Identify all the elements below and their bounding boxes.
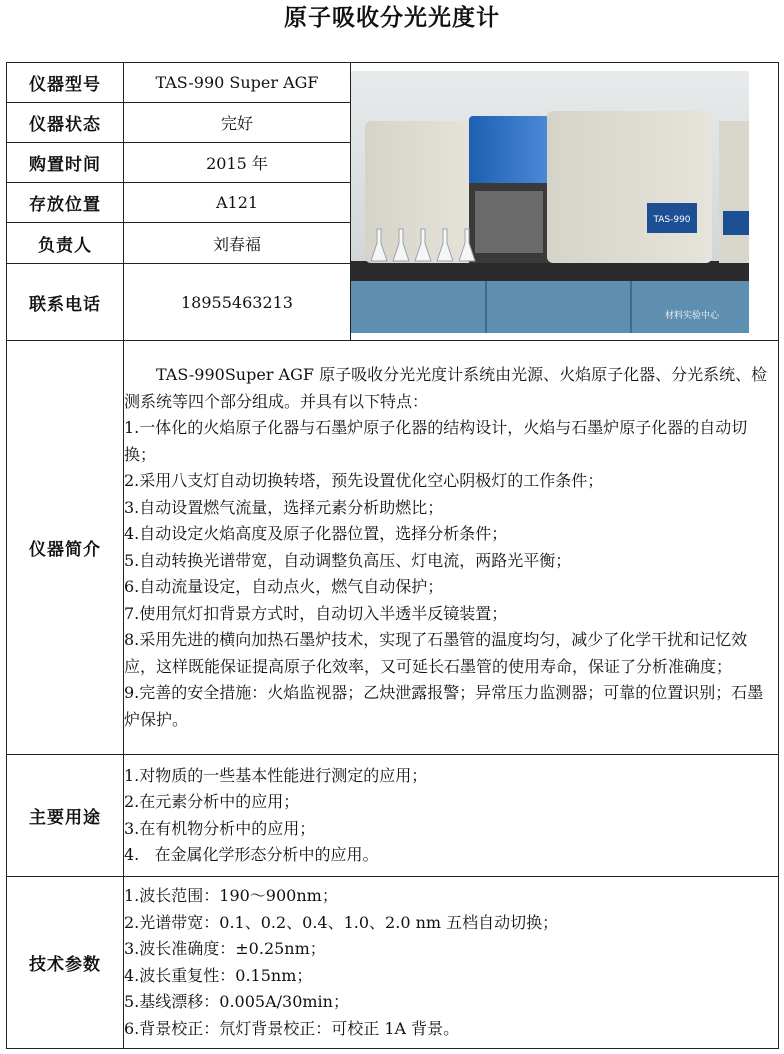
field-label: 负责人 — [7, 223, 124, 264]
spec-item: 2.光谱带宽：0.1、0.2、0.4、1.0、2.0 nm 五档自动切换； — [124, 912, 559, 932]
field-value: 刘春福 — [124, 223, 351, 264]
usage-item: 3.在有机物分析中的应用； — [124, 818, 316, 838]
equipment-sheet — [6, 62, 779, 1049]
intro-label: 仪器简介 — [7, 341, 124, 755]
spec-item: 4.波长重复性：0.15nm； — [124, 965, 313, 985]
usage-item: 1.对物质的一些基本性能进行测定的应用； — [124, 765, 428, 785]
photo-cell — [351, 63, 779, 341]
photo-watermark: 材料实验中心 — [664, 310, 719, 321]
field-value: TAS-990 Super AGF — [124, 63, 351, 103]
usage-body — [124, 755, 779, 877]
field-label: 仪器型号 — [7, 63, 124, 103]
intro-row — [7, 341, 779, 755]
intro-item: 2.采用八支灯自动切换转塔，预先设置优化空心阴极灯的工作条件； — [124, 471, 604, 490]
field-value: A121 — [124, 183, 351, 223]
specs-label: 技术参数 — [7, 877, 124, 1049]
specs-body — [124, 877, 779, 1049]
panel-label: TAS-990 — [653, 214, 691, 225]
intro-item: 1.一体化的火焰原子化器与石墨炉原子化器的结构设计，火焰与石墨炉原子化器的自动切换； — [124, 418, 748, 464]
intro-item: 5.自动转换光谱带宽，自动调整负高压、灯电流，两路光平衡； — [124, 550, 572, 570]
page-title: 原子吸收分光光度计 — [284, 5, 500, 31]
field-label: 购置时间 — [7, 143, 124, 183]
instrument-photo — [351, 71, 749, 333]
intro-item: 9.完善的安全措施：火焰监视器；乙炔泄露报警；异常压力监测器；可靠的位置识别；石墨炉保护。 — [124, 683, 764, 729]
intro-item: 4.自动设定火焰高度及原子化器位置，选择分析条件； — [124, 524, 508, 543]
spec-item: 6.背景校正：氘灯背景校正：可校正 1A 背景。 — [124, 1018, 460, 1038]
field-label: 仪器状态 — [7, 103, 124, 143]
intro-item: 7.使用氘灯扣背景方式时，自动切入半透半反镜装置； — [124, 603, 508, 623]
usage-item: 4. 在金属化学形态分析中的应用。 — [124, 845, 379, 864]
intro-item: 8.采用先进的横向加热石墨炉技术，实现了石墨管的温度均匀，减少了化学干扰和记忆效应，这样既能保证提高原子化效率，又可延长石墨管的使用寿命，保证了分析准确度； — [124, 630, 748, 676]
intro-body — [124, 341, 779, 755]
field-label: 存放位置 — [7, 183, 124, 223]
spec-item: 3.波长准确度：±0.25nm； — [124, 939, 326, 958]
field-value: 2015 年 — [124, 143, 351, 183]
usage-item: 2.在元素分析中的应用； — [124, 792, 300, 811]
specs-row — [7, 877, 779, 1049]
intro-item: 6.自动流量设定，自动点火，燃气自动保护； — [124, 577, 444, 596]
usage-label: 主要用途 — [7, 755, 124, 877]
field-value: 18955463213 — [124, 264, 351, 341]
spec-item: 5.基线漂移：0.005A/30min； — [124, 992, 349, 1011]
intro-paragraph: TAS-990Super AGF 原子吸收分光光度计系统由光源、火焰原子化器、分光系统、检测系统等四个部分组成。并具有以下特点： — [124, 365, 768, 411]
field-label: 联系电话 — [7, 264, 124, 341]
field-value: 完好 — [124, 103, 351, 143]
intro-item: 3.自动设置燃气流量，选择元素分析助燃比； — [124, 497, 444, 517]
field-row-model — [7, 63, 779, 103]
spec-item: 1.波长范围：190～900nm； — [124, 886, 338, 905]
usage-row — [7, 755, 779, 877]
